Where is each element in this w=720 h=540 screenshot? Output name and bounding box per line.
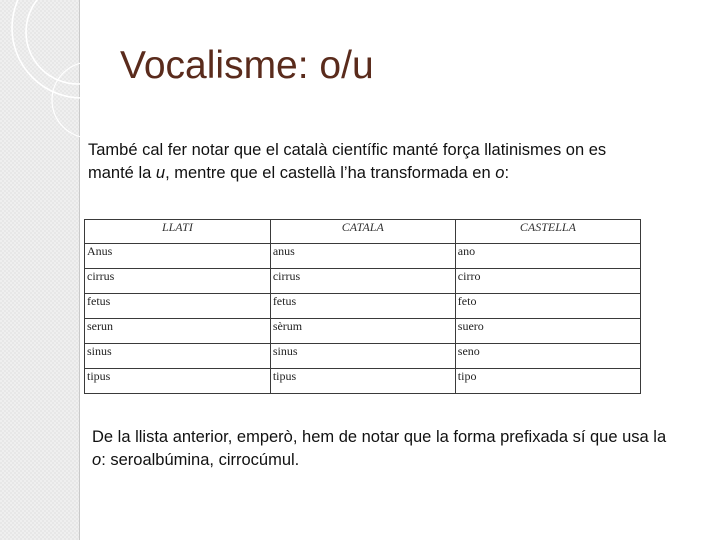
table-row [85, 344, 641, 369]
cell-llati: Anus [85, 244, 271, 269]
intro-text-2: , mentre que el castellà l’ha transformada en [165, 164, 496, 182]
cell-llati: cirrus [85, 269, 271, 294]
cell-castella: seno [455, 344, 640, 369]
intro-text-3: : [504, 164, 510, 182]
column-header-catala: CATALA [270, 220, 455, 244]
table-row [85, 319, 641, 344]
table-row [85, 369, 641, 394]
table-row [85, 244, 641, 269]
conclusion-paragraph [92, 426, 672, 472]
outro-emphasis-o: o [92, 451, 102, 469]
intro-emphasis-u: u [155, 164, 166, 182]
cell-llati: sinus [85, 344, 271, 369]
cell-castella: cirro [455, 269, 640, 294]
cell-castella: feto [455, 294, 640, 319]
column-header-castella: CASTELLA [455, 220, 640, 244]
cell-catala: anus [270, 244, 455, 269]
outro-text-2: : seroalbúmina, cirrocúmul. [101, 451, 300, 469]
word-comparison-table [84, 219, 641, 394]
cell-catala: fetus [270, 294, 455, 319]
outro-text-1: De la llista anterior, emperò, hem de notar que la forma prefixada sí que usa la [92, 428, 667, 446]
cell-castella: suero [455, 319, 640, 344]
cell-catala: sinus [270, 344, 455, 369]
intro-paragraph [88, 139, 648, 185]
column-header-llati: LLATI [85, 220, 271, 244]
cell-llati: serun [85, 319, 271, 344]
cell-castella: tipo [455, 369, 640, 394]
cell-catala: sèrum [270, 319, 455, 344]
table-header-row [85, 220, 641, 244]
slide-title: Vocalisme: o/u [120, 44, 374, 87]
cell-llati: tipus [85, 369, 271, 394]
deco-ring-small [52, 62, 128, 138]
table-row [85, 294, 641, 319]
cell-catala: tipus [270, 369, 455, 394]
table-row [85, 269, 641, 294]
cell-castella: ano [455, 244, 640, 269]
intro-emphasis-o: o [495, 164, 505, 182]
cell-catala: cirrus [270, 269, 455, 294]
cell-llati: fetus [85, 294, 271, 319]
intro-text-1: També cal fer notar que el català científic manté força llatinismes on es manté la [88, 141, 607, 182]
